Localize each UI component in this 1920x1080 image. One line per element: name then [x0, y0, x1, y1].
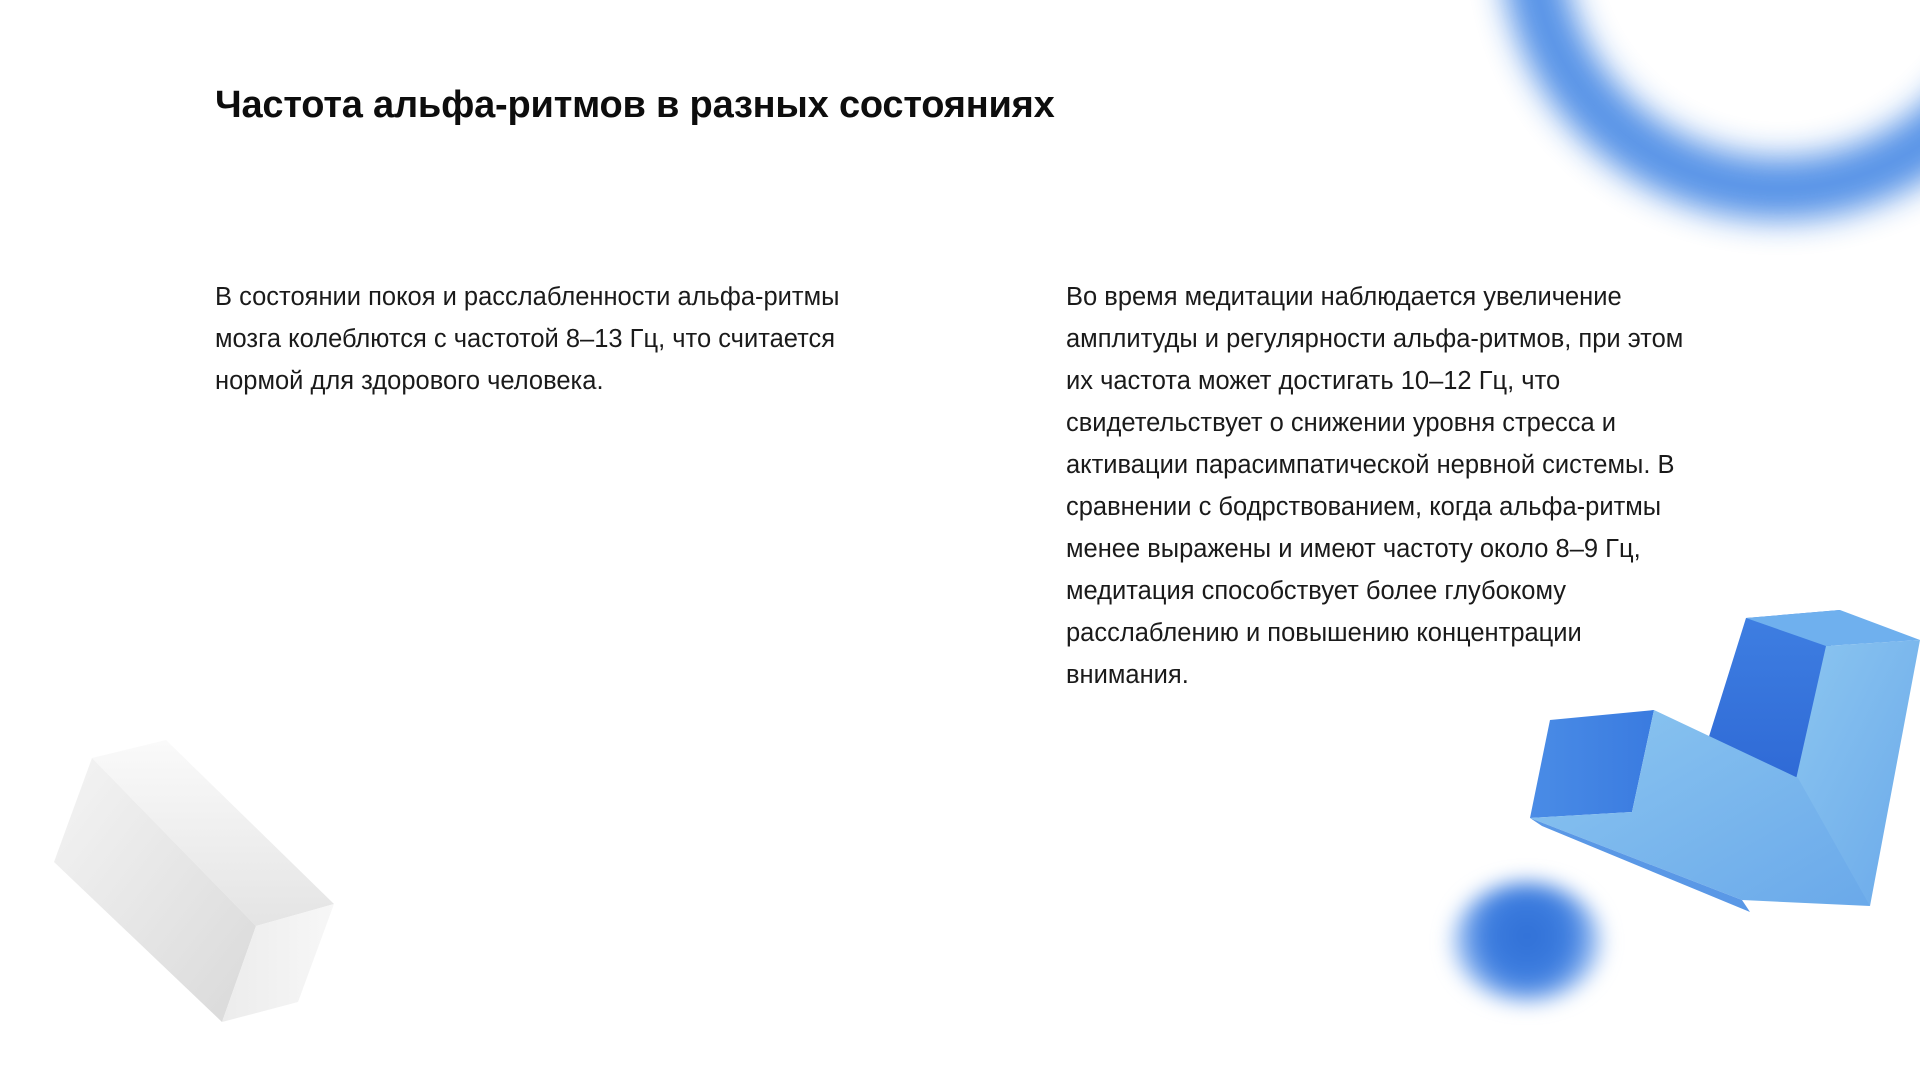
slide-title: Частота альфа-ритмов в разных состояниях	[215, 84, 1055, 126]
rest-state-paragraph: В состоянии покоя и расслабленности альфа-ритмы мозга колеблются с частотой 8–13 Гц, что считается нормой для здорового человека.	[215, 283, 840, 395]
blue-check-decoration	[1520, 600, 1920, 930]
gray-block-decoration	[40, 726, 350, 1036]
meditation-paragraph: Во время медитации наблюдается увеличение амплитуды и регулярности альфа-ритмов, при этом их частота может достигать 10–12 Гц, что свидетельствует о снижении уровня стресса и активации парасимпатической нервной системы. В сравнении с бодрствованием, когда альфа-ритмы менее выражены и имеют частоту около 8–9 Гц, медитация способствует более глубокому расслаблению и повышению концентрации внимания.	[1066, 283, 1684, 689]
blurred-blue-blob-decoration	[1452, 882, 1602, 1002]
blurred-ring-decoration	[1500, 0, 1920, 220]
